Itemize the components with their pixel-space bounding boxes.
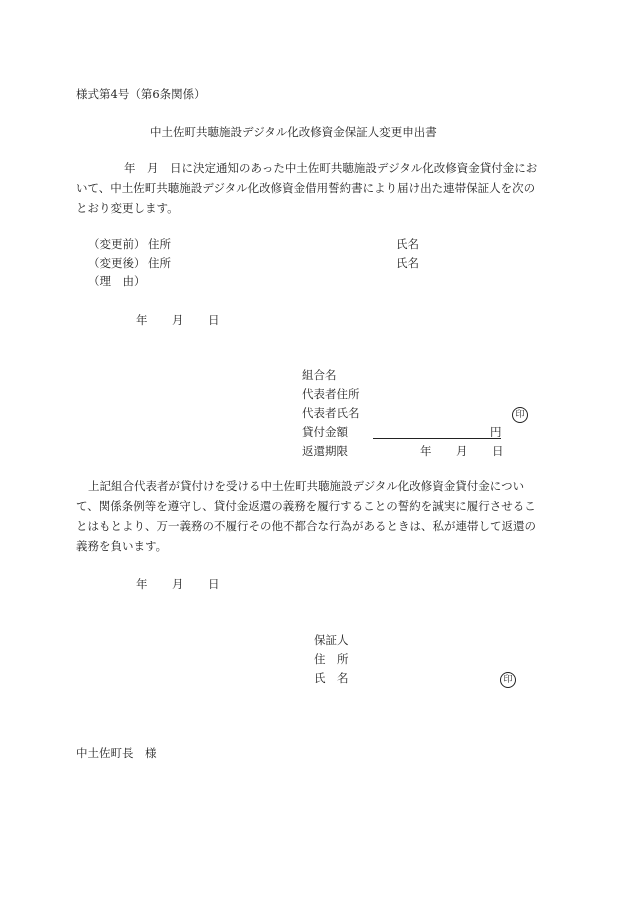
date-1-day: 日 [208, 313, 220, 327]
date-2-month: 月 [172, 577, 184, 591]
repay-month: 月 [456, 444, 468, 458]
date-2-day: 日 [208, 577, 220, 591]
date-1-month: 月 [172, 313, 184, 327]
change-after-address-label: 住所 [148, 256, 171, 270]
repay-day: 日 [492, 444, 504, 458]
change-after-label: （変更後） [88, 256, 146, 270]
intro-line-2: いて、中土佐町共聴施設デジタル化改修資金借用誓約書により届け出た連帯保証人を次の [76, 181, 536, 195]
intro-line-1: 年 月 日に決定通知のあった中土佐町共聴施設デジタル化改修資金貸付金にお [124, 161, 538, 175]
loan-amount-label: 貸付金額 [302, 425, 348, 439]
guarantee-line-2: て、関係条例等を遵守し、貸付金返還の義務を履行することの誓約を誠実に履行させるこ [76, 499, 536, 513]
reason-label: （理 由） [88, 274, 146, 288]
yen-label: 円 [490, 425, 502, 439]
guarantor-address-label: 住 所 [314, 652, 349, 666]
guarantor-name-label: 氏 名 [314, 671, 349, 685]
repay-year: 年 [420, 444, 432, 458]
change-before-label: （変更前） [88, 237, 146, 251]
loan-amount-line [373, 438, 501, 439]
applicant-seal-icon: 印 [512, 405, 528, 423]
change-after-name-label: 氏名 [396, 256, 419, 270]
guarantor-seal-icon: 印 [500, 670, 516, 688]
change-before-address-label: 住所 [148, 237, 171, 251]
guarantor-title: 保証人 [314, 633, 349, 647]
repay-deadline-label: 返還期限 [302, 444, 348, 458]
guarantee-line-4: 義務を負います。 [76, 539, 168, 553]
union-name-label: 組合名 [302, 368, 337, 382]
change-before-name-label: 氏名 [396, 237, 419, 251]
guarantee-line-1: 上記組合代表者が貸付けを受ける中土佐町共聴施設デジタル化改修資金貸付金につい [88, 479, 525, 493]
intro-line-3: とおり変更します。 [76, 201, 179, 215]
rep-name-label: 代表者氏名 [302, 406, 360, 420]
rep-address-label: 代表者住所 [302, 387, 360, 401]
guarantee-line-3: とはもとより、万一義務の不履行その他不都合な行為があるときは、私が連帯して返還の [76, 519, 536, 533]
form-number: 様式第4号（第6条関係） [76, 87, 206, 101]
date-1-year: 年 [136, 313, 148, 327]
document-title: 中土佐町共聴施設デジタル化改修資金保証人変更申出書 [150, 125, 437, 139]
date-2-year: 年 [136, 577, 148, 591]
addressee: 中土佐町長 様 [76, 746, 157, 760]
